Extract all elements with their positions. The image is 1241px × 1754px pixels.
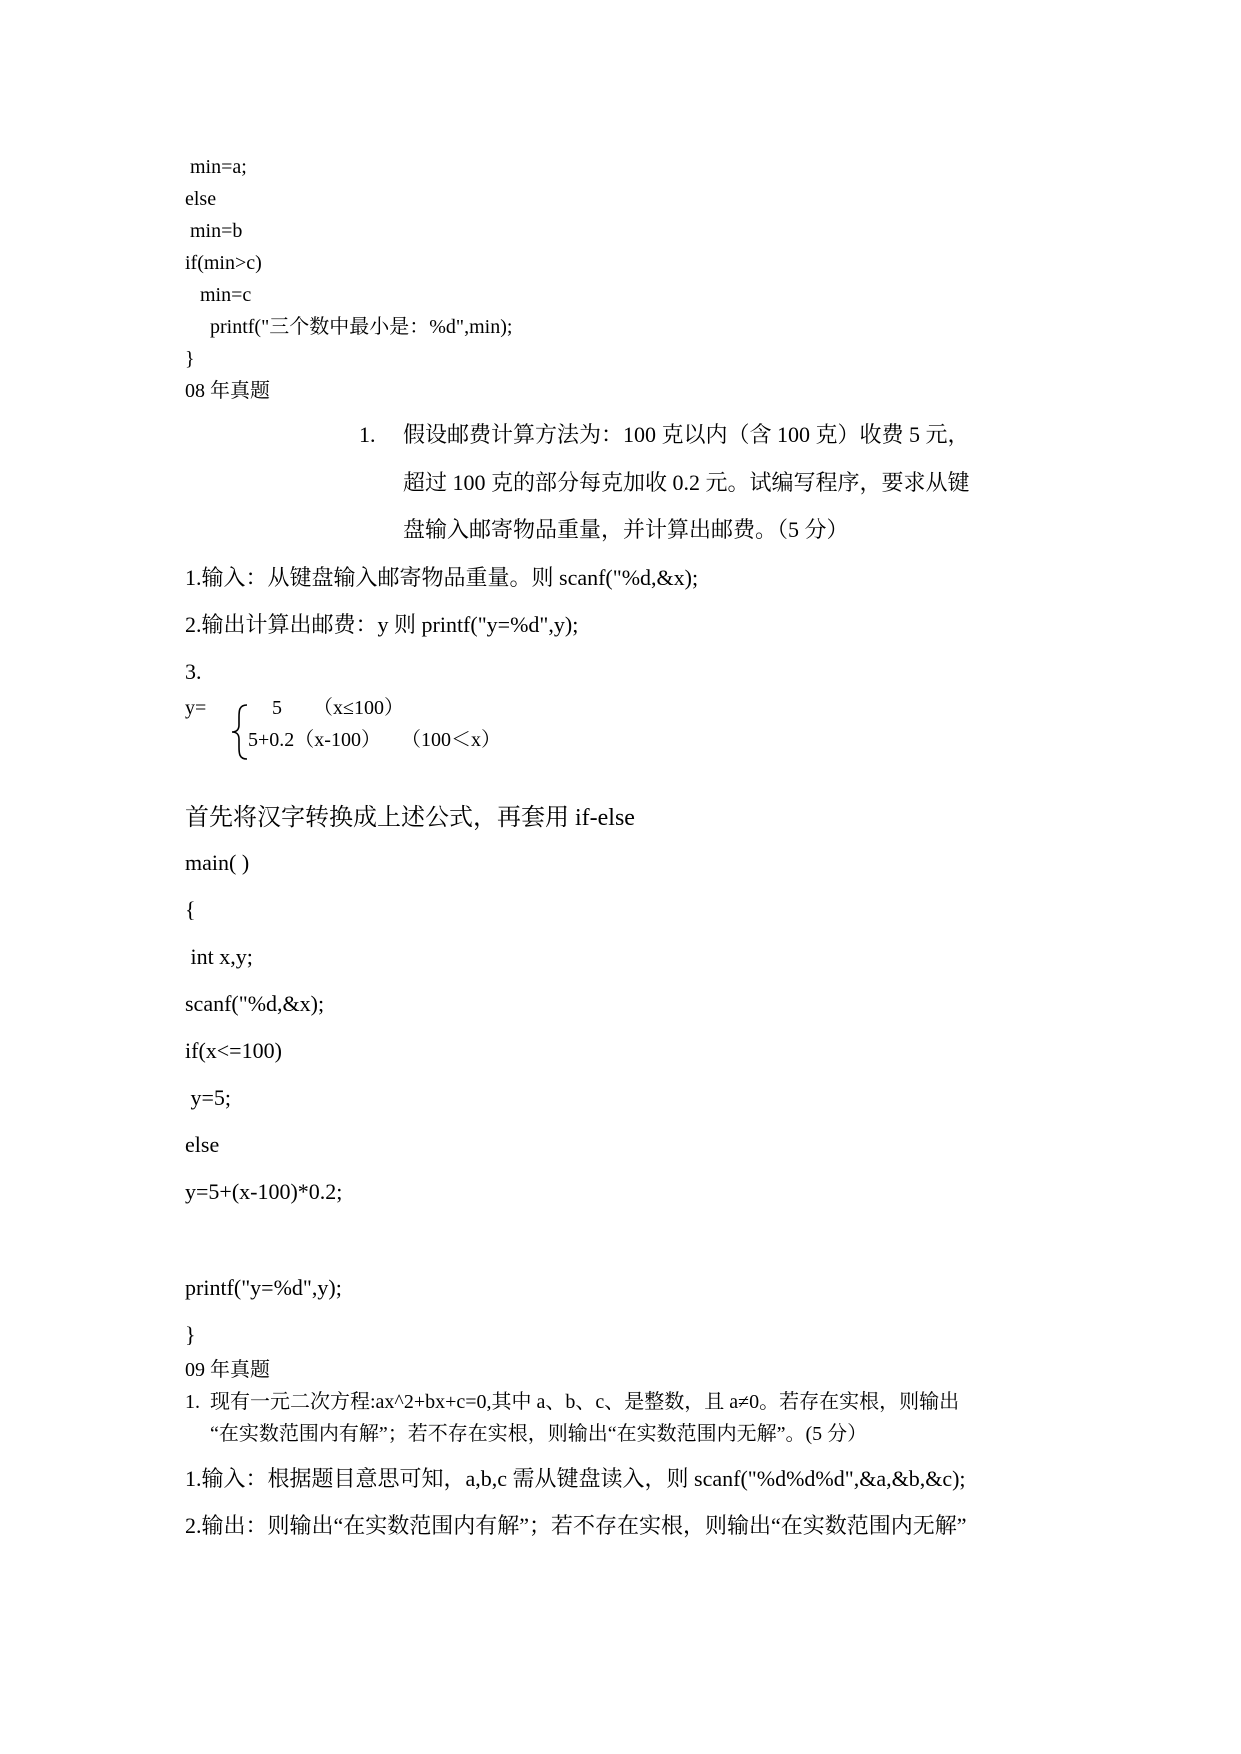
code-line: else [185, 1132, 220, 1157]
code-line: if(min>c) [185, 252, 262, 274]
code-line: min=b [185, 220, 243, 242]
question-text-line: 超过 100 克的部分每克加收 0.2 元。试编写程序，要求从键 [403, 470, 970, 495]
formula-case1-cond: （x≤100） [313, 697, 404, 719]
formula-case2: 5+0.2（x-100） （100＜x） [248, 729, 501, 751]
question-text-line: 假设邮费计算方法为：100 克以内（含 100 克）收费 5 元， [403, 422, 970, 447]
code-line: scanf("%d,&x); [185, 991, 325, 1016]
code-line: { [185, 897, 196, 922]
step-input: 1.输入：根据题目意思可知，a,b,c 需从键盘读入，则 scanf("%d%d%d",&a,&b,&c); [185, 1466, 966, 1491]
formula-case1-expr: 5 [272, 697, 282, 719]
question-text-line: 盘输入邮寄物品重量，并计算出邮费。（5 分） [403, 517, 849, 542]
step-output: 2.输出计算出邮费：y 则 printf("y=%d",y); [185, 612, 579, 637]
code-line: printf("三个数中最小是：%d",min); [185, 316, 513, 338]
code-line: min=a; [185, 156, 247, 178]
step-output: 2.输出：则输出“在实数范围内有解”；若不存在实根，则输出“在实数范围内无解” [185, 1513, 967, 1538]
code-line: if(x<=100) [185, 1038, 282, 1063]
question-text-line: “在实数范围内有解”；若不存在实根，则输出“在实数范围内无解”。(5 分） [210, 1423, 868, 1445]
code-line: main( ) [185, 850, 250, 875]
question-number: 1. [359, 422, 376, 447]
code-line: } [185, 348, 195, 370]
section-heading-08: 08 年真题 [185, 380, 270, 402]
code-line: } [185, 1322, 196, 1347]
code-line: min=c [185, 284, 252, 306]
section-heading-09: 09 年真题 [185, 1359, 270, 1381]
formula-lhs: y= [185, 697, 207, 719]
intro-text: 首先将汉字转换成上述公式，再套用 if-else [185, 805, 635, 831]
step-formula-label: 3. [185, 659, 202, 684]
brace-icon [230, 703, 248, 761]
code-line: else [185, 188, 217, 210]
code-line: printf("y=%d",y); [185, 1275, 342, 1300]
question-text-line: 1. 现有一元二次方程:ax^2+bx+c=0,其中 a、b、c、是整数，且 a≠0。若存在实根，则输出 [185, 1391, 960, 1413]
code-line: int x,y; [185, 944, 253, 969]
code-line: y=5+(x-100)*0.2; [185, 1179, 343, 1204]
step-input: 1.输入：从键盘输入邮寄物品重量。则 scanf("%d,&x); [185, 565, 699, 590]
code-line: y=5; [185, 1085, 232, 1110]
